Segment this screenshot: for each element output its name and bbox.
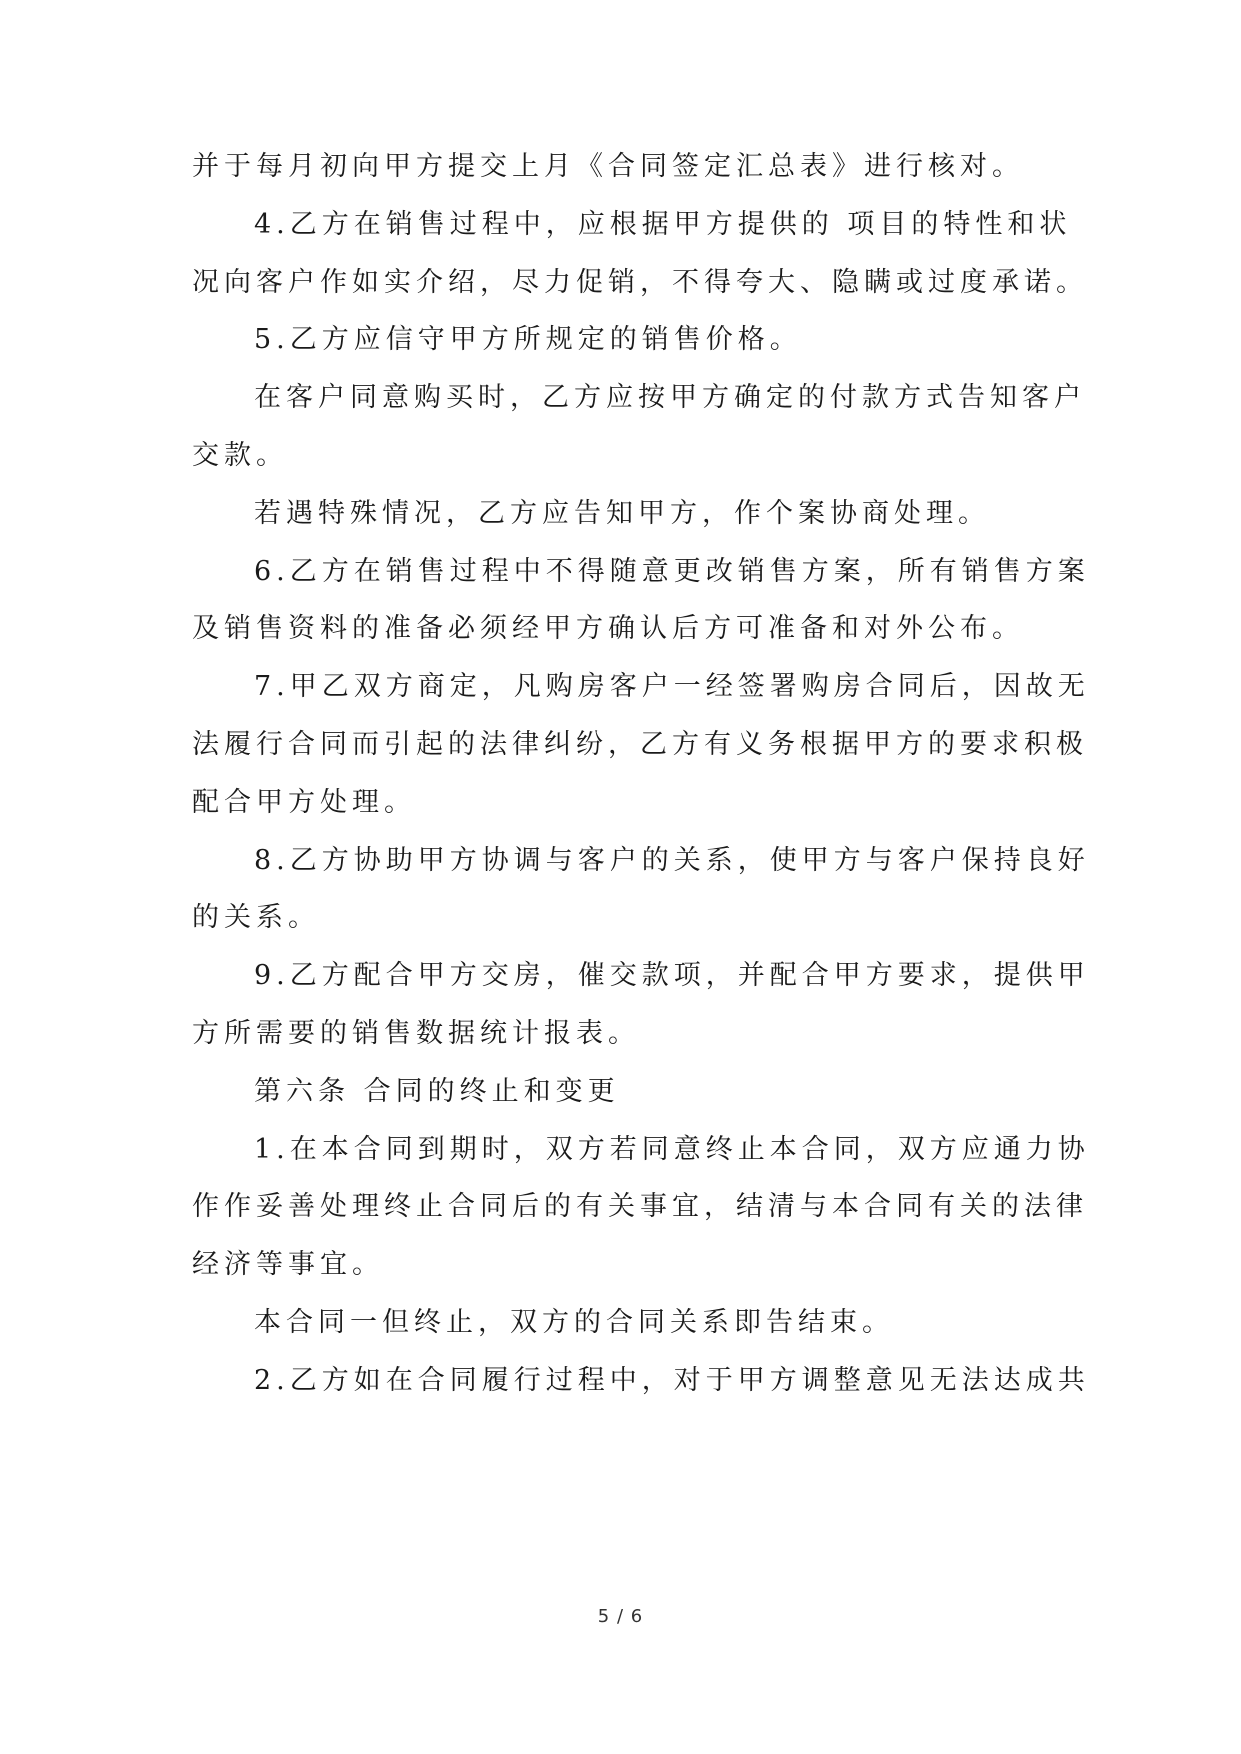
text-line: 2.乙方如在合同履行过程中，对于甲方调整意见无法达成共 [254, 1365, 1090, 1396]
text-line: 及销售资料的准备必须经甲方确认后方可准备和对外公布。 [192, 613, 1024, 644]
text-line: 4.乙方在销售过程中，应根据甲方提供的 项目的特性和状 [254, 209, 1072, 240]
text-line: 若遇特殊情况，乙方应告知甲方，作个案协商处理。 [254, 498, 990, 529]
text-line: 8.乙方协助甲方协调与客户的关系，使甲方与客户保持良好 [254, 845, 1090, 876]
page-number: 5 / 6 [597, 1606, 644, 1627]
text-line: 5.乙方应信守甲方所规定的销售价格。 [254, 324, 802, 355]
section-heading: 第六条 合同的终止和变更 [254, 1076, 620, 1107]
text-line: 交款。 [192, 440, 288, 471]
text-line: 并于每月初向甲方提交上月《合同签定汇总表》进行核对。 [192, 151, 1024, 182]
text-line: 法履行合同而引起的法律纠纷，乙方有义务根据甲方的要求积极 [192, 729, 1088, 760]
text-line: 况向客户作如实介绍，尽力促销，不得夸大、隐瞒或过度承诺。 [192, 267, 1088, 298]
text-line: 7.甲乙双方商定，凡购房客户一经签署购房合同后，因故无 [254, 671, 1090, 702]
text-line: 作作妥善处理终止合同后的有关事宜，结清与本合同有关的法律 [192, 1191, 1088, 1222]
text-line: 9.乙方配合甲方交房，催交款项，并配合甲方要求，提供甲 [254, 960, 1090, 991]
text-line: 经济等事宜。 [192, 1249, 384, 1280]
text-line: 1.在本合同到期时，双方若同意终止本合同，双方应通力协 [254, 1134, 1090, 1165]
text-line: 在客户同意购买时，乙方应按甲方确定的付款方式告知客户 [254, 382, 1086, 413]
text-line: 本合同一但终止，双方的合同关系即告结束。 [254, 1307, 894, 1338]
text-line: 方所需要的销售数据统计报表。 [192, 1018, 640, 1049]
text-line: 配合甲方处理。 [192, 787, 416, 818]
text-line: 6.乙方在销售过程中不得随意更改销售方案，所有销售方案 [254, 556, 1090, 587]
text-line: 的关系。 [192, 902, 320, 933]
